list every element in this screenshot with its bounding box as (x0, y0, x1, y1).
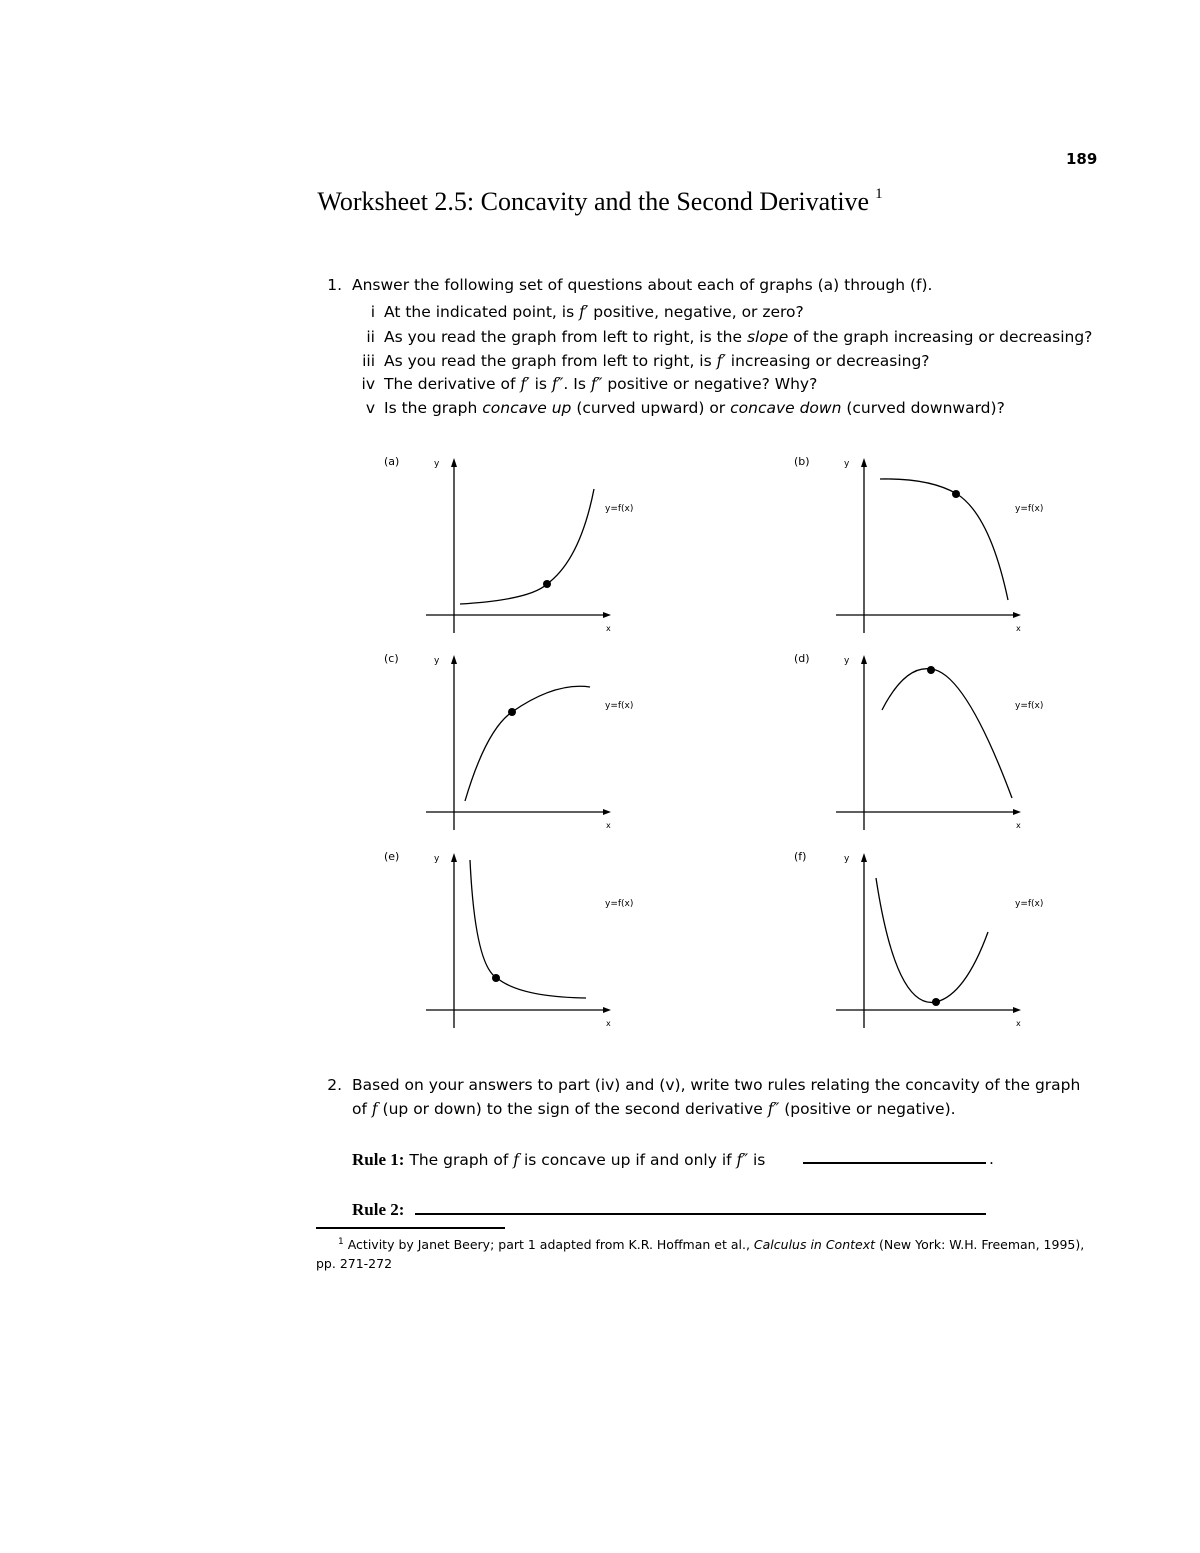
q2-line-1: Based on your answers to part (iv) and (v), write two rules relating the concavity of the graph (352, 1076, 1081, 1094)
f-math: f (371, 1100, 378, 1118)
q1-part-number: iv (361, 375, 375, 393)
x-axis-arrow (1013, 1007, 1021, 1013)
function-label: y=f(x) (605, 899, 634, 909)
part-text: (curved downward)? (841, 399, 1005, 417)
y-axis-label: y (844, 656, 850, 666)
y-axis-label: y (844, 459, 850, 469)
slope-emphasis: slope (746, 328, 789, 346)
q1-text: Answer the following set of questions about each of graphs (a) through (f). (352, 276, 933, 294)
title-text: Worksheet 2.5: Concavity and the Second Derivative (317, 187, 870, 216)
f-math: f (513, 1151, 520, 1169)
footnote-mark: 1 (338, 1237, 344, 1247)
rule-1-text: The graph of (404, 1151, 514, 1169)
rule-1-label: Rule 1: (352, 1150, 405, 1169)
part-text: of the graph increasing or decreasing? (788, 328, 1093, 346)
q2-text: of (352, 1100, 372, 1118)
y-axis-label: y (434, 459, 440, 469)
concave-up-emphasis: concave up (482, 399, 572, 417)
f-double-prime-math: f″ (736, 1151, 749, 1169)
f-prime-math: f′ (579, 303, 589, 321)
y-axis-label: y (844, 854, 850, 864)
indicated-point (932, 998, 940, 1006)
q1-part-number: v (365, 399, 375, 417)
x-axis-label: x (606, 821, 611, 830)
footnote-text: Activity by Janet Beery; part 1 adapted from K.R. Hoffman et al., (347, 1237, 754, 1253)
rule-1-answer-blank[interactable] (803, 1162, 986, 1164)
graph-label: (e) (384, 850, 400, 863)
q1-part-number: ii (366, 328, 375, 346)
q2-line-2 (352, 1100, 956, 1118)
part-text: Is the graph (384, 399, 483, 417)
function-label: y=f(x) (605, 701, 634, 711)
x-axis-label: x (1016, 821, 1021, 830)
function-label: y=f(x) (1015, 701, 1044, 711)
function-label: y=f(x) (1015, 899, 1044, 909)
x-axis-label: x (606, 1019, 611, 1028)
rule-1-text: is concave up if and only if (519, 1151, 737, 1169)
part-text: At the indicated point, is (384, 303, 580, 321)
footnote-text: (New York: W.H. Freeman, 1995), (875, 1237, 1085, 1253)
rule-2-answer-blank[interactable] (415, 1213, 986, 1215)
x-axis-label: x (606, 624, 611, 633)
footnote-line-2: pp. 271-272 (316, 1256, 393, 1271)
q1-part-number: iii (362, 352, 375, 370)
book-title: Calculus in Context (753, 1237, 876, 1253)
graph-label: (a) (384, 455, 400, 468)
rule-1 (352, 1150, 765, 1170)
y-axis-label: y (434, 656, 440, 666)
part-text: is (529, 375, 552, 393)
q1-part-number: i (370, 303, 375, 321)
rule-1-period: . (989, 1150, 994, 1168)
q2-text: (up or down) to the sign of the second derivative (377, 1100, 768, 1118)
graph-label: (b) (794, 455, 810, 468)
part-text: As you read the graph from left to right, is the (384, 328, 747, 346)
q1-number: 1. (327, 276, 342, 294)
f-double-prime-math: f″ (551, 375, 564, 393)
part-text: The derivative of (384, 375, 521, 393)
f-double-prime-math: f″ (767, 1100, 780, 1118)
f-prime-math: f′ (716, 352, 726, 370)
part-text: increasing or decreasing? (725, 352, 930, 370)
graph-label: (d) (794, 652, 810, 665)
part-text: positive or negative? Why? (602, 375, 818, 393)
part-text: (curved upward) or (571, 399, 731, 417)
footnote (316, 1237, 1084, 1252)
y-axis-arrow (861, 853, 867, 862)
footnote-divider (316, 1227, 505, 1229)
q2-number: 2. (327, 1076, 342, 1094)
part-text: . Is (563, 375, 591, 393)
part-text: As you read the graph from left to right, is (384, 352, 717, 370)
rule-2-label: Rule 2: (352, 1200, 405, 1219)
function-curve (876, 878, 988, 1002)
concave-down-emphasis: concave down (730, 399, 842, 417)
function-label: y=f(x) (1015, 504, 1044, 514)
f-prime-math: f′ (520, 375, 530, 393)
x-axis-label: x (1016, 624, 1021, 633)
x-axis-label: x (1016, 1019, 1021, 1028)
rule-1-text: is (748, 1151, 766, 1169)
graph-label: (f) (794, 850, 807, 863)
f-double-prime-math: f″ (590, 375, 603, 393)
title-footnote-mark: 1 (875, 186, 883, 202)
graph-label: (c) (384, 652, 399, 665)
y-axis-label: y (434, 854, 440, 864)
q2-text: (positive or negative). (779, 1100, 956, 1118)
function-label: y=f(x) (605, 504, 634, 514)
page-number: 189 (1066, 150, 1098, 168)
part-text: positive, negative, or zero? (588, 303, 804, 321)
